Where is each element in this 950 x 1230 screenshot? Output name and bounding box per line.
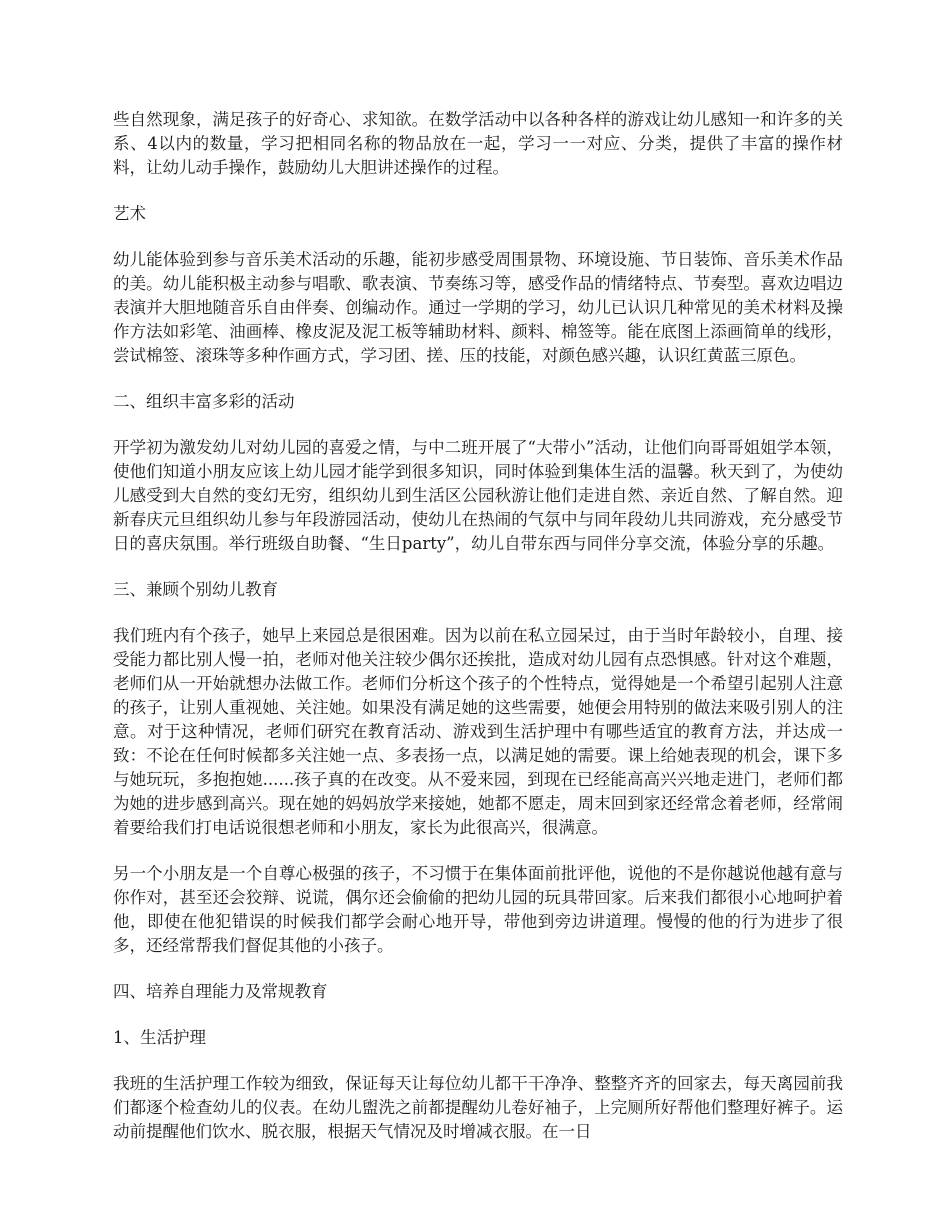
heading-art: 艺术: [113, 204, 146, 223]
paragraph-science-cont: 些自然现象，满足孩子的好奇心、求知欲。在数学活动中以各种各样的游戏让幼儿感知一和许多的关系、4以内的数量，学习把相同名称的物品放在一起，学习一一对应、分类，提供了丰富的操作材料，让幼儿动手操作，鼓励幼儿大胆讲述操作的过程。: [113, 110, 843, 177]
paragraph-individual-1: 我们班内有个孩子，她早上来园总是很困难。因为以前在私立园呆过，由于当时年龄较小，自理、接受能力都比别人慢一拍，老师对他关注较少偶尔还挨批，造成对幼儿园有点恐惧感。针对这个难题，老师们从一开始就想办法做工作。老师们分析这个孩子的个性特点，觉得她是一个希望引起别人注意的孩子，让别人重视她、关注她。如果没有满足她的这些需要，她便会用特别的做法来吸引别人的注意。对于这种情况，老师们研究在教育活动、游戏到生活护理中有哪些适宜的教育方法，并达成一致：不论在任何时候都多关注她一点、多表扬一点，以满足她的需要。课上给她表现的机会，课下多与她玩玩，多抱抱她......孩子真的在改变。从不爱来园，到现在已经能高高兴兴地走进门，老师们都为她的进步感到高兴。现在她的妈妈放学来接她，她都不愿走，周末回到家还经常念着老师，经常闹着要给我们打电话说很想老师和小朋友，家长为此很高兴，很满意。: [113, 626, 843, 837]
heading-self-care: 四、培养自理能力及常规教育: [113, 982, 328, 1001]
document-body: [113, 108, 843, 1166]
paragraph-individual-2: 另一个小朋友是一个自尊心极强的孩子，不习惯于在集体面前批评他，说他的不是你越说他越有意与你作对，甚至还会狡辩、说谎，偶尔还会偷偷的把幼儿园的玩具带回家。后来我们都很小心地呵护着他，即使在他犯错误的时候我们都学会耐心地开导，带他到旁边讲道理。慢慢的他的行为进步了很多，还经常帮我们督促其他的小孩子。: [113, 864, 843, 955]
paragraph-activities: 开学初为激发幼儿对幼儿园的喜爱之情，与中二班开展了“大带小”活动，让他们向哥哥姐姐学本领，使他们知道小朋友应该上幼儿园才能学到很多知识，同时体验到集体生活的温馨。秋天到了，为使幼儿感受到大自然的变幻无穷，组织幼儿到生活区公园秋游让他们走进自然、亲近自然、了解自然。迎新春庆元旦组织幼儿参与年段游园活动，使幼儿在热闹的气氛中与同年段幼儿共同游戏，充分感受节日的喜庆氛围。举行班级自助餐、“生日party”，幼儿自带东西与同伴分享交流，体验分享的乐趣。: [113, 438, 843, 553]
subheading-life-care: 1、生活护理: [113, 1028, 206, 1047]
paragraph-life-care: 我班的生活护理工作较为细致，保证每天让每位幼儿都干干净净、整整齐齐的回家去，每天离园前我们都逐个检查幼儿的仪表。在幼儿盥洗之前都提醒幼儿卷好袖子，上完厕所好帮他们整理好裤子。运动前提醒他们饮水、脱衣服，根据天气情况及时增减衣服。在一日: [113, 1074, 843, 1141]
heading-individual-education: 三、兼顾个别幼儿教育: [113, 580, 278, 599]
heading-activities: 二、组织丰富多彩的活动: [113, 392, 295, 411]
paragraph-art: 幼儿能体验到参与音乐美术活动的乐趣，能初步感受周围景物、环境设施、节日装饰、音乐美术作品的美。幼儿能积极主动参与唱歌、歌表演、节奏练习等，感受作品的情绪特点、节奏型。喜欢边唱边表演并大胆地随音乐自由伴奏、创编动作。通过一学期的学习，幼儿已认识几种常见的美术材料及操作方法如彩笔、油画棒、橡皮泥及泥工板等辅助材料、颜料、棉签等。能在底图上添画简单的线形，尝试棉签、滚珠等多种作画方式，学习团、搓、压的技能，对颜色感兴趣，认识红黄蓝三原色。: [113, 250, 843, 365]
